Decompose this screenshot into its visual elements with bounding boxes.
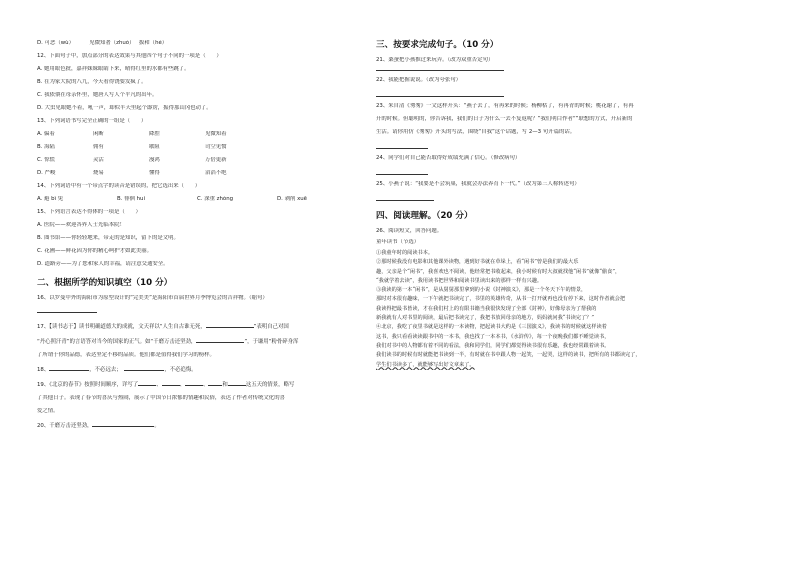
question-20: 20、千磨万击还坚劲， 。 [37, 423, 160, 429]
question-17: 17、【读书志于】读书明确道德大的成就，文天祥以“人生自古谁无死， ”表明自己对国 “丹心照汗青”的言语答对当今的国家的正气。如“千磨万击还坚劲， ”，于谦用“粉骨碎身浑 了所谓于你的品德，表达坚定不移的品质。他们都是值得我们学习的榜样。 [37, 324, 299, 358]
question-12: 12、下面句子中，加点部分的表达效果与其他四个句子不同的一项是（ ） A. 她用眼色批，嘉祥妹妹眼睛下来，晴得红里的水都有些跳了。 B. 在为家大院的八九，今天看得饶要发疯了。 C. 我依偎在母亲怀里，她唐人写人个平凡的出年。 D. 大虫见眼她不着，吼一声，却似半天里起个霹雳，振得那山冈也动了。 [37, 53, 222, 111]
question-18: 18、 ，不必远去； ，不必追悔。 [37, 367, 197, 373]
question-16: 16、以罗曼中外的海阳市为原型设计的“完美美”是海阳市首届世界月季博览会的吉祥物。（缩句） [37, 295, 367, 316]
passage-title: 童年读书（节选） [376, 239, 420, 245]
q14-options: A. 避 bì 免 B. 徘徊 huí C. 深重 zhòng D. 剥削 xuē [37, 196, 307, 202]
right-column [376, 40, 756, 370]
section-4-title: 四、阅读理解。（20 分） [376, 211, 473, 221]
q13-row-d: D. 严峻 烧易 懂得 滔滔不绝 [37, 170, 227, 176]
question-19: 19、《北京的春节》按照时间顺序，详写了 、 、 、 和 这五天的情景，略写 了其他日子。表现了春节的喜庆与热闹，展示了中国节日浓郁的情趣和民俗，表达了作者对传统文化的喜 爱之情。 [37, 382, 295, 414]
section-2-title: 二、根据所学的知识填空（10 分） [37, 278, 173, 288]
question-22: 22、我能把握说说。（改为夸张句） [376, 77, 756, 97]
blank[interactable] [196, 337, 244, 343]
blank[interactable] [92, 421, 154, 427]
question-21: 21、桑蚕把小孩推过来玩弄。（改为双重否定句） [376, 57, 756, 71]
q13-row-c: C. 惊慌 灵活 漫鸿 万倍更新 [37, 157, 227, 163]
question-15: 15、下列语言表达不得体的一项是（ ） A. 医院——欢迎各界人士光临本院！ B. 图书馆——你轻轻地来，带走的是知识，留下的是文明。 C. 花圃——鲜花因为你的精心呵护才如此美丽。 D. 道路旁——为了您和家人的幸福，请注意交通安全。 [37, 209, 179, 267]
question-23: 23、朱自清《匆匆》一文这样开头：“燕子去了，有再来的时候；杨柳枯了，有再青的时候；桃花谢了，有再 开的时候。但聪明的，你告诉我，我们的日子为什么一去不复返呢？”我们明白作者“”联想的方式，开启新的 生活。请你用仿《匆匆》开头的写法，围绕“自我”这个话题，写 2—3 句开篇的话。 [376, 103, 756, 149]
question-13: 13、下列词语书写完全正确的一组是（ ） A. 偏着 闲断 降腔 见微知着 B. 海陆 佣有 歇阻 司空见惯 C. 惊慌 灵活 漫鸿 万倍更新 D. 严峻 烧易 懂得 滔滔不绝 [37, 118, 367, 177]
reading-passage: ①我童年时的阅读书本。 ②那时候我没有电影和其他课外读物，遇到好书就在草垛上，看“闲书”曾是我们的最大乐 趣，父亲是个“闲书”，我喜欢也不阅读，他经常把书收起来，我小时候有时大叔就找他“闲书”就像“偷食”， “我就学着去读”，我用读书把世界和阅读书里读出来的那样一样有兴趣。 ③我读的第一本“闲书”，是从舅舅那里拿到的小说《封神演义》，那是一个冬天下午的情景， 那时对本很有趣味，一下午就把书读完了，书里的英雄传奇，从书一打开就再也没有停下来，这时作者就会把 我读得把最书皆读，才在我们村上的有限书籍当我很快发现了全部《封神》，好像母亲为了帮我的 新我就有人对书里的阅读，最后把书读完了，我把书放回母亲的地方，妈妈就问我“书读完了？” ④北京，我吃了夜里书就是这样的一本读物，把起读书大约是《三国演义》，我读书的时候就这样读着 这书，我只看看读读跟书中的一本书，我也找了一本本书，《水浒传》，每一个夜晚我们都不睡觉读书， 我们对书中的人物都有着不同的看法，我和同学们，同学们都觉得读书很有乐趣，我也经常跟着读书。 我们读书的时候有时就能把书读到一半，有时就在书中跟人物一起笑，一起哭，这样的读书，把所有的书都读完了， 学生们书读多了，就能够写出好文章来了。 [376, 250, 641, 368]
left-column [37, 40, 367, 430]
question-25: 25、小燕子说：“我要是不会筑巢，我就会办法养育下一代。”（改为第三人称转述句） [376, 181, 756, 201]
question-26: 26、阅读短文，回答问题。 童年读书（节选） [376, 228, 756, 246]
blank[interactable] [124, 365, 164, 371]
blank[interactable] [49, 365, 89, 371]
question-14: 14、下列词语中有一个带点字的读音是错误的，把它选出来（ ） A. 避 bì 免 B. 徘徊 huí C. 深重 zhòng D. 剥削 xuē [37, 183, 367, 203]
blank[interactable] [206, 322, 254, 328]
q13-row-a: A. 偏着 闲断 降腔 见微知着 [37, 131, 227, 137]
section-3-title: 三、按要求完成句子。（10 分） [376, 40, 499, 50]
question-d-line: D. 可恶（wù） 见微知著（zhuó） 拔和（hé） [37, 40, 168, 46]
answer-line[interactable] [37, 307, 97, 313]
q13-row-b: B. 海陆 佣有 歇阻 司空见惯 [37, 144, 227, 150]
question-24: 24、同学们对自己能否取得好成绩充满了信心。（修改病句） [376, 155, 756, 175]
